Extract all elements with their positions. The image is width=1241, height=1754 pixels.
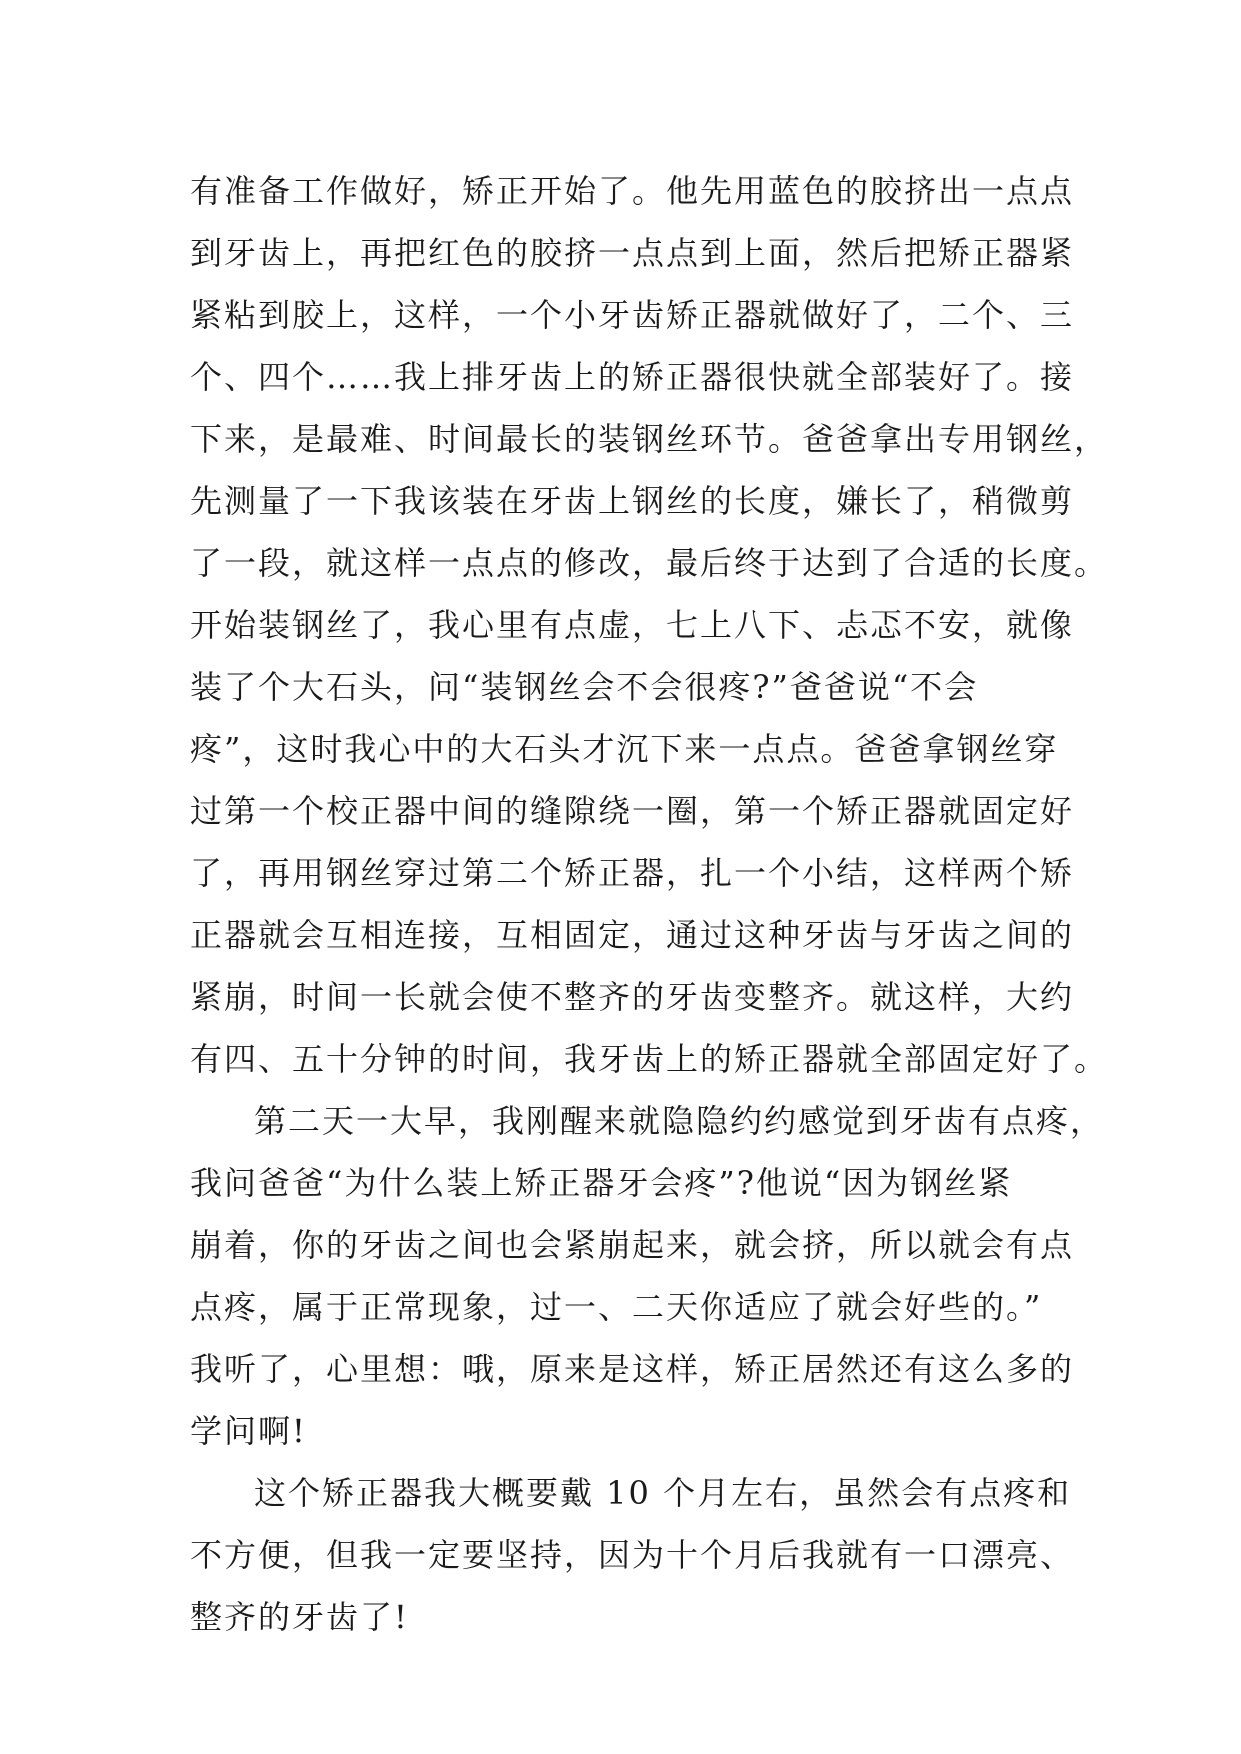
text-line: 疼”，这时我心中的大石头才沉下来一点点。爸爸拿钢丝穿	[190, 730, 1059, 768]
text-line: 整齐的牙齿了!	[190, 1598, 409, 1636]
text-line: 有准备工作做好，矫正开始了。他先用蓝色的胶挤出一点点	[190, 172, 1075, 210]
paragraph	[190, 1090, 1105, 1462]
text-line: 下来，是最难、时间最长的装钢丝环节。爸爸拿出专用钢丝，	[190, 420, 1109, 458]
text-line: 学问啊!	[190, 1412, 307, 1450]
text-line: 了，再用钢丝穿过第二个矫正器，扎一个小结，这样两个矫	[190, 854, 1075, 892]
text-line: 过第一个校正器中间的缝隙绕一圈，第一个矫正器就固定好	[190, 792, 1075, 830]
text-line: 崩着，你的牙齿之间也会紧崩起来，就会挤，所以就会有点	[190, 1226, 1075, 1264]
text-line: 个、四个……我上排牙齿上的矫正器很快就全部装好了。接	[190, 358, 1075, 396]
text-line: 开始装钢丝了，我心里有点虚，七上八下、忐忑不安，就像	[190, 606, 1075, 644]
text-line: 第二天一大早，我刚醒来就隐隐约约感觉到牙齿有点疼，	[254, 1102, 1105, 1140]
text-line: 装了个大石头，问“装钢丝会不会很疼?”爸爸说“不会	[190, 668, 979, 706]
text-line: 正器就会互相连接，互相固定，通过这种牙齿与牙齿之间的	[190, 916, 1075, 954]
text-line: 紧粘到胶上，这样，一个小牙齿矫正器就做好了，二个、三	[190, 296, 1075, 334]
text-line: 这个矫正器我大概要戴 10 个月左右，虽然会有点疼和	[254, 1474, 1072, 1512]
text-line: 点疼，属于正常现象，过一、二天你适应了就会好些的。”	[190, 1288, 1043, 1326]
paragraph	[190, 160, 1109, 1090]
text-line: 我问爸爸“为什么装上矫正器牙会疼”?他说“因为钢丝紧	[190, 1164, 1013, 1202]
text-line: 了一段，就这样一点点的修改，最后终于达到了合适的长度。	[190, 544, 1109, 582]
text-line: 我听了，心里想：哦，原来是这样，矫正居然还有这么多的	[190, 1350, 1075, 1388]
text-line: 先测量了一下我该装在牙齿上钢丝的长度，嫌长了，稍微剪	[190, 482, 1075, 520]
text-line: 不方便，但我一定要坚持，因为十个月后我就有一口漂亮、	[190, 1536, 1075, 1574]
document-body	[190, 160, 1109, 1648]
text-line: 有四、五十分钟的时间，我牙齿上的矫正器就全部固定好了。	[190, 1040, 1109, 1078]
paragraph	[190, 1462, 1075, 1648]
text-line: 到牙齿上，再把红色的胶挤一点点到上面，然后把矫正器紧	[190, 234, 1075, 272]
text-line: 紧崩，时间一长就会使不整齐的牙齿变整齐。就这样，大约	[190, 978, 1075, 1016]
